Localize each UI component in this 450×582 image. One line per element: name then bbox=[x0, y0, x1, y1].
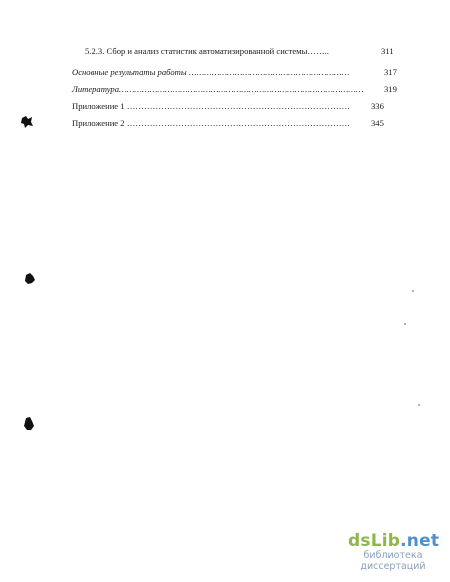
scan-blot-icon bbox=[22, 416, 36, 432]
toc-entry-appendix-2 bbox=[72, 118, 350, 129]
toc-entry-page: 311 bbox=[381, 46, 394, 56]
scan-blot-icon bbox=[23, 272, 37, 286]
toc-entry-main-results bbox=[72, 67, 349, 78]
toc-entry-text: Приложение 2 …………………………………………………………………… bbox=[72, 118, 351, 128]
toc-entry-text: 5.2.3. Сбор и анализ статистик автоматизированной системы…….. bbox=[85, 46, 329, 56]
toc-entry-page: 319 bbox=[384, 84, 397, 94]
toc-entry-5-2-3 bbox=[85, 46, 329, 57]
scan-blot-icon bbox=[19, 114, 35, 130]
watermark-logo bbox=[348, 532, 438, 550]
toc-entry-appendix-1 bbox=[72, 101, 350, 112]
toc-entry-page: 345 bbox=[371, 118, 384, 128]
toc-entry-page: 336 bbox=[371, 101, 384, 111]
watermark-subtitle: библиотека диссертаций bbox=[360, 550, 426, 572]
toc-entry-literature bbox=[72, 84, 364, 95]
watermark bbox=[348, 532, 438, 572]
scan-speck bbox=[418, 404, 420, 406]
watermark-logo-part1: dsLib bbox=[348, 531, 401, 551]
scan-speck bbox=[404, 323, 406, 325]
toc-entry-text: Приложение 1 …………………………………………………………………… bbox=[72, 101, 351, 111]
toc-entry-text: Литература…………………………………………………………………………………… bbox=[72, 84, 364, 94]
toc-entry-text: Основные результаты работы ……………………………………………………… bbox=[72, 67, 350, 77]
watermark-logo-part2: .net bbox=[400, 531, 440, 551]
scan-speck bbox=[412, 290, 414, 292]
toc-entry-page: 317 bbox=[384, 67, 397, 77]
